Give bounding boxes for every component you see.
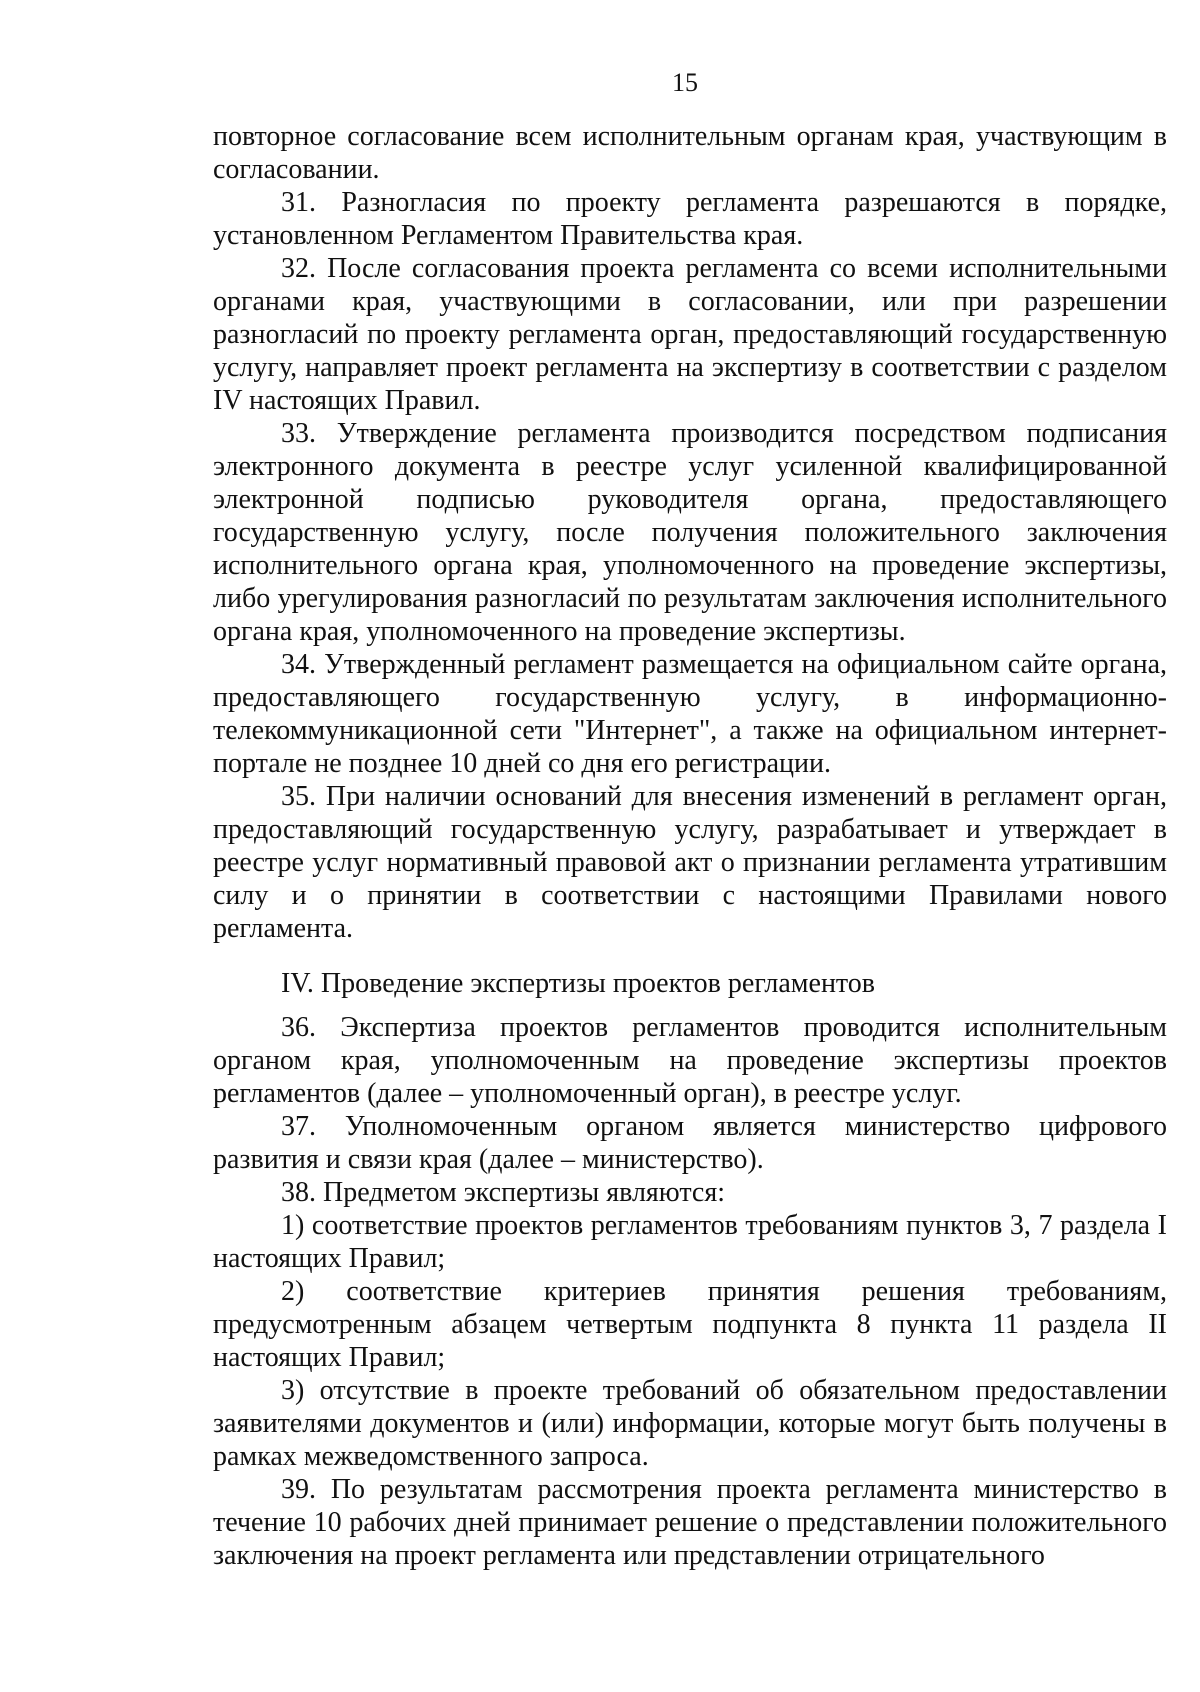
paragraph-37: 37. Уполномоченным органом является министерство цифрового развития и связи края (далее – министерство).	[213, 1111, 1167, 1175]
paragraph-33: 33. Утверждение регламента производится посредством подписания электронного документа в реестре услуг усиленной квалифицированной электронной подписью руководителя органа, предоставляющего государственную услугу, после получения положительного заключения исполнительного органа края, уполномоченного на проведение экспертизы, либо урегулирования разногласий по результатам заключения исполнительного органа края, уполномоченного на проведение экспертизы.	[213, 418, 1167, 647]
section-heading: IV. Проведение экспертизы проектов регламентов	[281, 968, 876, 999]
paragraph-32: 32. После согласования проекта регламента со всеми исполнительными органами края, участвующими в согласовании, или при разрешении разногласий по проекту регламента орган, предоставляющий государственную услугу, направляет проект регламента на экспертизу в соответствии с разделом IV настоящих Правил.	[213, 253, 1167, 416]
paragraph: повторное согласование всем исполнительным органам края, участвующим в согласовании.	[213, 121, 1167, 185]
list-item-3: 3) отсутствие в проекте требований об обязательном предоставлении заявителями документов и (или) информации, которые могут быть получены в рамках межведомственного запроса.	[213, 1375, 1167, 1472]
paragraph-39: 39. По результатам рассмотрения проекта регламента министерство в течение 10 рабочих дней принимает решение о представлении положительного заключения на проект регламента или представлении отрицательного	[213, 1474, 1167, 1571]
paragraph-35: 35. При наличии оснований для внесения изменений в регламент орган, предоставляющий государственную услугу, разрабатывает и утверждает в реестре услуг нормативный правовой акт о признании регламента утратившим силу и о принятии в соответствии с настоящими Правилами нового регламента.	[213, 781, 1167, 944]
paragraph-38: 38. Предметом экспертизы являются:	[281, 1177, 726, 1208]
paragraphs-before-heading	[213, 120, 1167, 945]
document-body	[213, 120, 1167, 1572]
paragraph-34: 34. Утвержденный регламент размещается на официальном сайте органа, предоставляющего государственную услугу, в информационно-телекоммуникационной сети "Интернет", а также на официальном интернет-портале не позднее 10 дней со дня его регистрации.	[213, 649, 1167, 779]
paragraph-36: 36. Экспертиза проектов регламентов проводится исполнительным органом края, уполномоченным на проведение экспертизы проектов регламентов (далее – уполномоченный орган), в реестре услуг.	[213, 1012, 1167, 1109]
list-item-2: 2) соответствие критериев принятия решения требованиям, предусмотренным абзацем четвертым подпункта 8 пункта 11 раздела II настоящих Правил;	[213, 1276, 1167, 1373]
paragraph-31: 31. Разногласия по проекту регламента разрешаются в порядке, установленном Регламентом Правительства края.	[213, 187, 1167, 251]
list-item-1: 1) соответствие проектов регламентов требованиям пунктов 3, 7 раздела I настоящих Правил;	[213, 1210, 1167, 1274]
paragraphs-after-heading	[213, 1011, 1167, 1572]
page-number: 15	[672, 68, 698, 97]
